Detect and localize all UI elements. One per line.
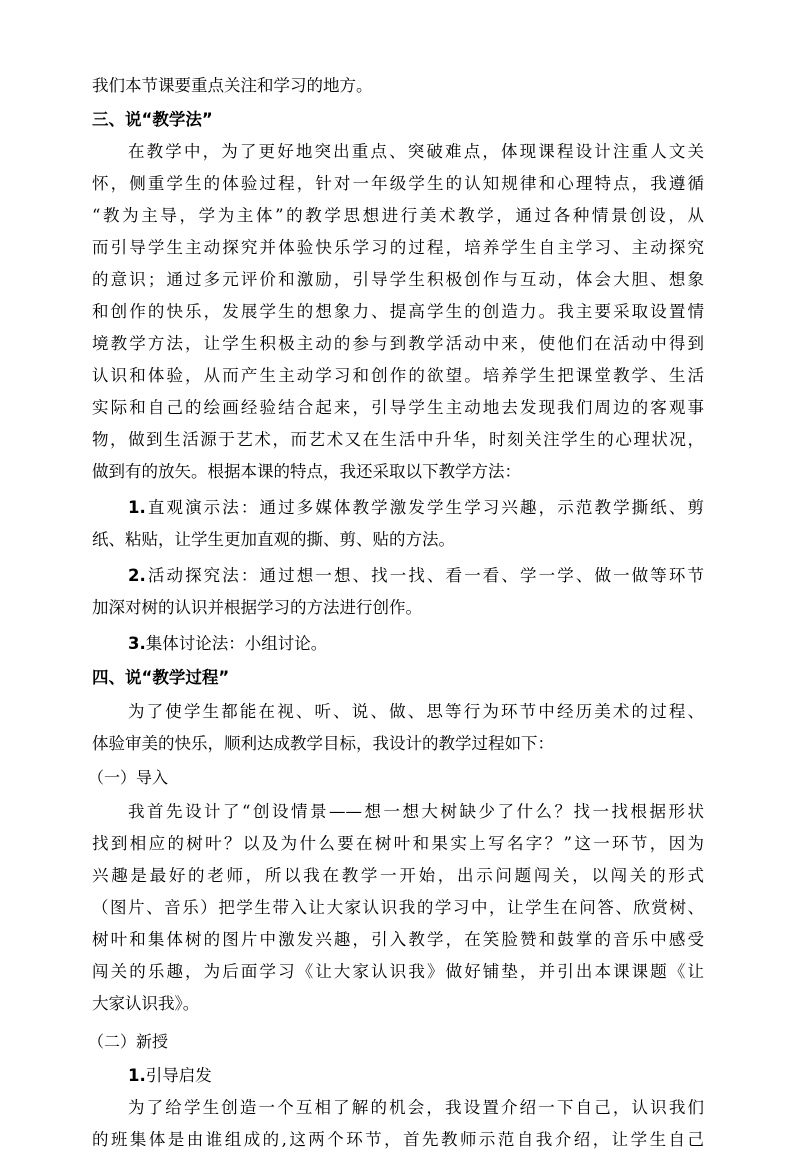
list-text: 直观演示法：通过多媒体教学激发学生学习兴趣，示范教学撕纸、剪: [145, 498, 704, 517]
subsection-heading-new-lesson: （二）新授: [88, 1032, 169, 1051]
section-heading-teaching-method: 三、说“教学法”: [92, 110, 213, 129]
paragraph-line: 物，做到生活源于艺术，而艺术又在生活中升华，时刻关注学生的心理状况，: [92, 430, 704, 449]
paragraph-line: （图片、音乐）把学生带入让大家认识我的学习中，让学生在问答、欣赏树、: [92, 898, 704, 917]
list-text: 集体讨论法：小组讨论。: [145, 634, 328, 653]
section-heading-teaching-process: 四、说“教学过程”: [92, 668, 230, 687]
paragraph-line: 兴趣是最好的老师，所以我在教学一开始，出示问题闯关，以闯关的形式: [92, 866, 704, 885]
paragraph-line: 我首先设计了“创设情景——想一想大树缺少了什么？找一找根据形状: [128, 802, 704, 821]
list-text: 引导启发: [145, 1066, 212, 1085]
paragraph-line: 找到相应的树叶？以及为什么要在树叶和果实上写名字？”这一环节，因为: [92, 834, 704, 853]
paragraph-line: 和创作的快乐，发展学生的想象力、提高学生的创造力。我主要采取设置情: [92, 302, 704, 321]
method-item-1: [128, 494, 704, 522]
paragraph-line: “教为主导，学为主体”的教学思想进行美术教学，通过各种情景创设，从: [92, 206, 704, 225]
list-number: 1.: [128, 1066, 146, 1085]
paragraph-line: 树叶和集体树的图片中激发兴趣，引入教学，在笑脸赞和鼓掌的音乐中感受: [92, 930, 704, 949]
paragraph-line: 为了使学生都能在视、听、说、做、思等行为环节中经历美术的过程、: [128, 702, 704, 721]
paragraph-line: 为了给学生创造一个互相了解的机会，我设置介绍一下自己，认识我们: [128, 1098, 704, 1117]
paragraph-line: 境教学方法，让学生积极主动的参与到教学活动中来，使他们在活动中得到: [92, 334, 704, 353]
subsection-heading-intro: （一）导入: [88, 768, 169, 787]
list-text: 活动探究法：通过想一想、找一找、看一看、学一学、做一做等环节: [145, 566, 704, 585]
paragraph-line: 的班集体是由谁组成的,这两个环节，首先教师示范自我介绍，让学生自己: [92, 1130, 704, 1149]
paragraph-line: 我们本节课要重点关注和学习的地方。: [92, 76, 373, 95]
paragraph-line: 做到有的放矢。根据本课的特点，我还采取以下教学方法：: [92, 462, 521, 481]
paragraph-line: 纸、粘贴，让学生更加直观的撕、剪、贴的方法。: [92, 530, 455, 549]
paragraph-line: 而引导学生主动探究并体验快乐学习的过程，培养学生自主学习、主动探究: [92, 238, 704, 257]
paragraph-line: 加深对树的认识并根据学习的方法进行创作。: [92, 598, 422, 617]
paragraph-line: 大家认识我》。: [92, 994, 200, 1013]
paragraph-line: 怀，侧重学生的体验过程，针对一年级学生的认知规律和心理特点，我遵循: [92, 174, 704, 193]
paragraph-line: 体验审美的快乐，顺利达成教学目标，我设计的教学过程如下：: [92, 734, 554, 753]
list-number: 3.: [128, 634, 146, 653]
method-item-2: [128, 562, 704, 590]
method-item-3: [128, 630, 704, 658]
paragraph-line: 闯关的乐趣，为后面学习《让大家认识我》做好铺垫，并引出本课课题《让: [92, 962, 704, 981]
paragraph-line: 的意识；通过多元评价和激励，引导学生积极创作与互动，体会大胆、想象: [92, 270, 704, 289]
paragraph-line: 在教学中，为了更好地突出重点、突破难点，体现课程设计注重人文关: [128, 142, 704, 161]
paragraph-line: 实际和自己的绘画经验结合起来，引导学生主动地去发现我们周边的客观事: [92, 398, 704, 417]
guide-item-1: [128, 1062, 704, 1090]
list-number: 2.: [128, 566, 146, 585]
paragraph-line: 认识和体验，从而产生主动学习和创作的欲望。培养学生把课堂教学、生活: [92, 366, 704, 385]
list-number: 1.: [128, 498, 146, 517]
